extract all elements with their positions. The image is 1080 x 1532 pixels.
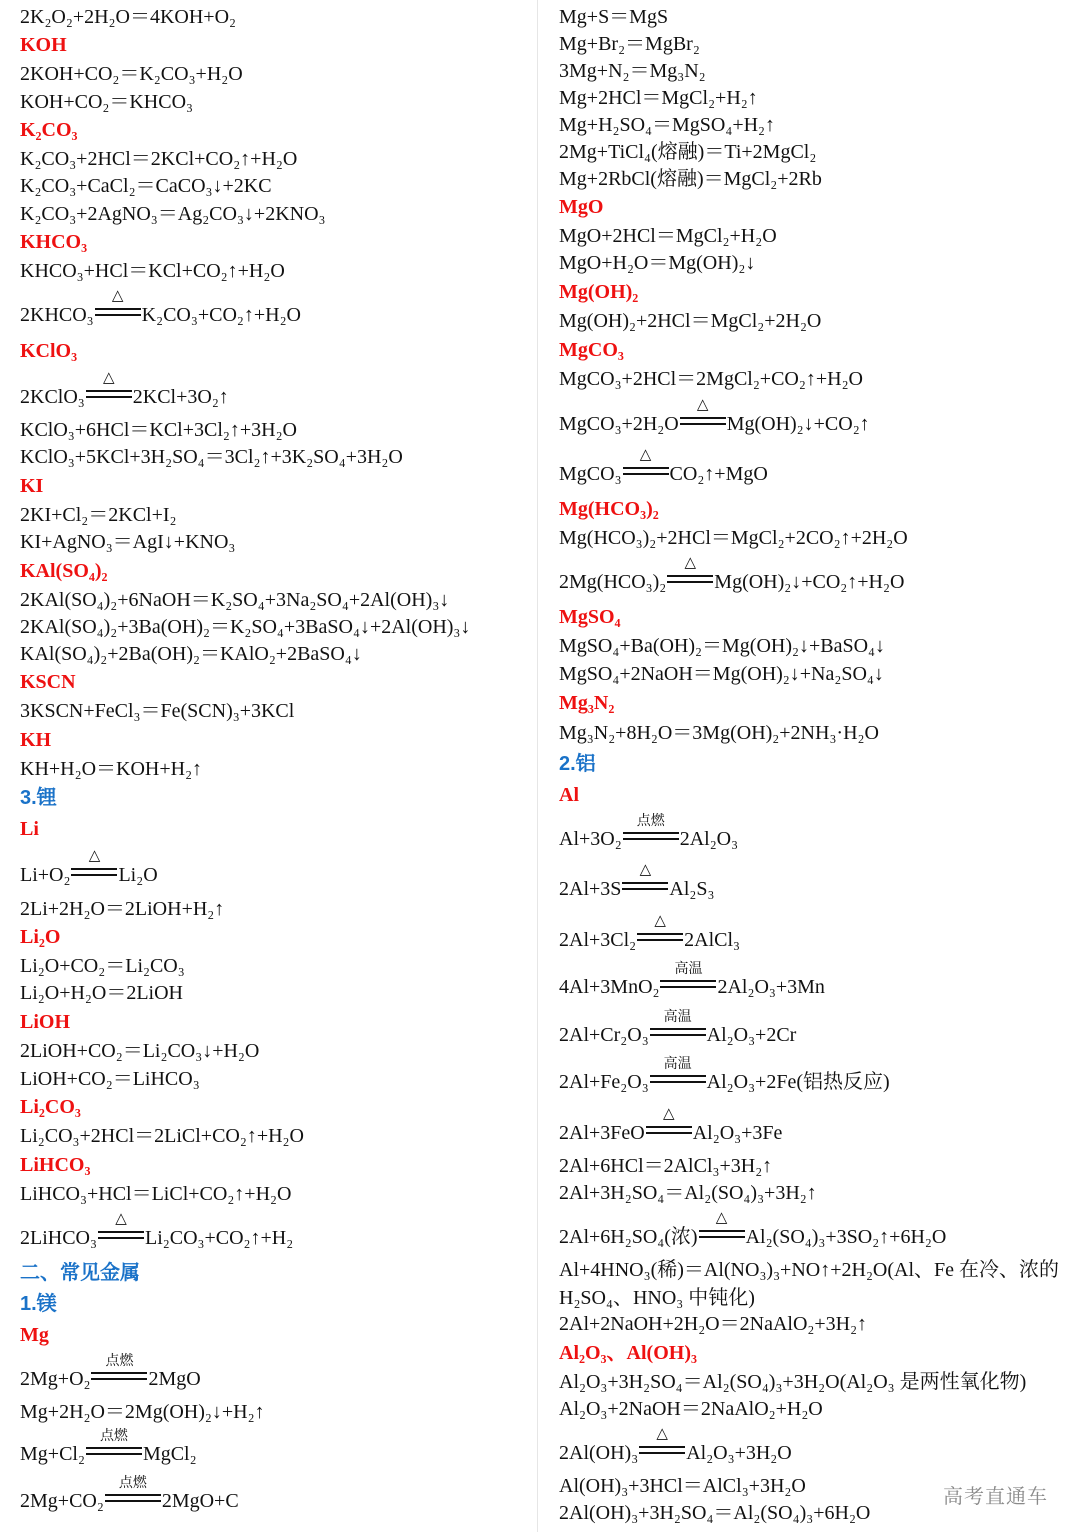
- section-heading: 二、常见金属: [20, 1262, 140, 1284]
- double-bar-icon: [650, 1075, 706, 1083]
- reaction-condition-sign: [94, 288, 142, 321]
- heat-triangle-icon: △: [639, 447, 652, 463]
- conditional-equation: [559, 1106, 783, 1144]
- conditional-equation: [559, 397, 870, 435]
- conditional-equation: [559, 1057, 890, 1093]
- equation: Mg+2H₂O＝2Mg(OH)₂↓+H₂↑: [20, 1401, 265, 1423]
- equation: 2Mg+TiCl₄(熔融)＝Ti+2MgCl₂: [559, 141, 817, 163]
- heat-triangle-icon: △: [639, 862, 652, 878]
- heat-triangle-icon: △: [88, 848, 101, 864]
- equation: KClO₃+5KCl+3H₂SO₄＝3Cl₂↑+3K₂SO₄+3H₂O: [20, 446, 403, 468]
- double-bar-icon: [91, 1372, 147, 1380]
- products: Al₂O₃+3H₂O: [686, 1442, 792, 1464]
- compound-heading: Li: [20, 818, 39, 840]
- conditional-equation: [20, 370, 229, 408]
- reaction-condition-sign: [85, 370, 133, 403]
- double-bar-icon: [637, 933, 683, 941]
- reaction-condition-sign: [645, 1106, 693, 1139]
- double-bar-icon: [98, 1231, 144, 1239]
- conditional-equation: [559, 862, 715, 900]
- compound-heading: Mg(OH)₂: [559, 281, 639, 303]
- heat-triangle-icon: △: [656, 1426, 668, 1442]
- equation: 2KAl(SO₄)₂+3Ba(OH)₂＝K₂SO₄+3BaSO₄↓+2Al(OH)₃↓: [20, 616, 471, 638]
- reaction-condition-sign: [90, 1354, 148, 1385]
- reactants: Al+3O₂: [559, 828, 622, 850]
- compound-heading: LiOH: [20, 1011, 71, 1033]
- equation: 2Al+2NaOH+2H₂O＝2NaAlO₂+3H₂↑: [559, 1313, 868, 1335]
- reaction-condition-sign: [621, 862, 669, 895]
- double-bar-icon: [699, 1230, 745, 1238]
- products: 2Al₂O₃: [679, 828, 739, 850]
- conditional-equation: [559, 962, 825, 998]
- equation: Mg(HCO₃)₂+2HCl＝MgCl₂+2CO₂↑+2H₂O: [559, 527, 908, 549]
- equation: KClO₃+6HCl＝KCl+3Cl₂↑+3H₂O: [20, 419, 298, 441]
- double-bar-icon: [646, 1126, 692, 1134]
- equation: Mg+2HCl＝MgCl₂+H₂↑: [559, 87, 758, 109]
- equation: Al(OH)₃+3HCl＝AlCl₃+3H₂O: [559, 1475, 806, 1497]
- reaction-condition-sign: [698, 1210, 746, 1243]
- products: Al₂O₃+3Fe: [692, 1122, 783, 1144]
- double-bar-icon: [95, 308, 141, 316]
- compound-heading: KOH: [20, 34, 67, 56]
- compound-heading: KSCN: [20, 671, 76, 693]
- reaction-condition-sign: [649, 1010, 707, 1041]
- equation: KI+AgNO₃＝AgI↓+KNO₃: [20, 531, 236, 553]
- equation: Li₂CO₃+2HCl＝2LiCl+CO₂↑+H₂O: [20, 1125, 304, 1147]
- compound-heading: KClO₃: [20, 340, 78, 362]
- heat-triangle-icon: △: [662, 1106, 675, 1122]
- equation: Mg+H₂SO₄＝MgSO₄+H₂↑: [559, 114, 776, 136]
- equation: K₂CO₃+2AgNO₃＝Ag₂CO₃↓+2KNO₃: [20, 203, 326, 225]
- products: Al₂(SO₄)₃+3SO₂↑+6H₂O: [745, 1226, 947, 1248]
- equation: MgCO₃+2HCl＝2MgCl₂+CO₂↑+H₂O: [559, 368, 863, 390]
- products: 2MgO+C: [161, 1490, 239, 1512]
- double-bar-icon: [667, 575, 713, 583]
- condition-label: 点燃: [99, 1429, 128, 1444]
- equation: Mg(OH)₂+2HCl＝MgCl₂+2H₂O: [559, 310, 822, 332]
- reaction-condition-sign: [649, 1057, 707, 1088]
- column-divider: [537, 0, 538, 1532]
- reaction-condition-sign: [636, 913, 684, 946]
- conditional-equation: [559, 1010, 797, 1046]
- compound-heading: Mg: [20, 1324, 49, 1346]
- reaction-condition-sign: [70, 848, 118, 881]
- conditional-equation: [559, 1210, 947, 1248]
- double-bar-icon: [623, 467, 669, 475]
- compound-heading: Al: [559, 784, 579, 806]
- conditional-equation: [20, 1211, 294, 1249]
- compound-heading: MgO: [559, 196, 604, 218]
- equation: 2KI+Cl₂＝2KCl+I₂: [20, 504, 177, 526]
- reaction-condition-sign: [659, 962, 717, 993]
- reaction-condition-sign: [638, 1426, 686, 1459]
- compound-heading: Mg₃N₂: [559, 692, 615, 714]
- products: K₂CO₃+CO₂↑+H₂O: [141, 304, 302, 326]
- condition-label: 高温: [663, 1010, 692, 1025]
- double-bar-icon: [86, 1447, 142, 1455]
- condition-label: 高温: [674, 962, 703, 977]
- compound-heading: KH: [20, 729, 52, 751]
- reactants: 2Al+3S: [559, 878, 622, 900]
- products: Mg(OH)₂↓+CO₂↑+H₂O: [714, 571, 905, 593]
- condition-label: 点燃: [636, 814, 665, 829]
- products: Al₂O₃+2Fe(铝热反应): [706, 1071, 890, 1093]
- equation: K₂CO₃+CaCl₂＝CaCO₃↓+2KC: [20, 175, 272, 197]
- equation: KOH+CO₂＝KHCO₃: [20, 91, 194, 113]
- reactants: 4Al+3MnO₂: [559, 976, 660, 998]
- reactants: Li+O₂: [20, 864, 71, 886]
- equation: MgO+H₂O＝Mg(OH)₂↓: [559, 252, 756, 274]
- reactants: 2Al+Fe₂O₃: [559, 1071, 649, 1093]
- equation: MgSO₄+2NaOH＝Mg(OH)₂↓+Na₂SO₄↓: [559, 663, 884, 685]
- conditional-equation: [20, 1429, 197, 1465]
- section-heading: 3.锂: [20, 787, 57, 809]
- equation: 2KAl(SO₄)₂+6NaOH＝K₂SO₄+3Na₂SO₄+2Al(OH)₃↓: [20, 589, 450, 611]
- equation: KH+H₂O＝KOH+H₂↑: [20, 758, 203, 780]
- products: 2KCl+3O₂↑: [132, 386, 229, 408]
- equation: K₂CO₃+2HCl＝2KCl+CO₂↑+H₂O: [20, 148, 298, 170]
- compound-heading: Mg(HCO₃)₂: [559, 498, 659, 520]
- double-bar-icon: [623, 832, 679, 840]
- reactants: 2Al+Cr₂O₃: [559, 1024, 649, 1046]
- equation: LiHCO₃+HCl＝LiCl+CO₂↑+H₂O: [20, 1183, 292, 1205]
- compound-heading: Al₂O₃、Al(OH)₃: [559, 1342, 697, 1364]
- compound-heading: LiHCO₃: [20, 1154, 91, 1176]
- equation: Li₂O+CO₂＝Li₂CO₃: [20, 955, 185, 977]
- reactants: 2Al(OH)₃: [559, 1442, 639, 1464]
- equation: KHCO₃+HCl＝KCl+CO₂↑+H₂O: [20, 260, 285, 282]
- double-bar-icon: [71, 868, 117, 876]
- reactants: 2LiHCO₃: [20, 1227, 97, 1249]
- section-heading: 2.铝: [559, 753, 596, 775]
- reactants: 2Mg+O₂: [20, 1368, 91, 1390]
- compound-heading: KI: [20, 475, 44, 497]
- compound-heading: KAl(SO₄)₂: [20, 560, 108, 582]
- compound-heading: Li₂CO₃: [20, 1096, 81, 1118]
- equation: 3KSCN+FeCl₃＝Fe(SCN)₃+3KCl: [20, 700, 295, 722]
- double-bar-icon: [680, 417, 726, 425]
- equation: 2Al+3H₂SO₄＝Al₂(SO₄)₃+3H₂↑: [559, 1182, 817, 1204]
- products: Al₂S₃: [669, 878, 715, 900]
- reactants: 2Al+6H₂SO₄(浓): [559, 1226, 698, 1248]
- reactants: 2Al+3FeO: [559, 1122, 645, 1144]
- condition-label: 点燃: [105, 1354, 134, 1369]
- reactants: 2Mg(HCO₃)₂: [559, 571, 667, 593]
- reactants: 2KHCO₃: [20, 304, 94, 326]
- equation: Al₂O₃+2NaOH＝2NaAlO₂+H₂O: [559, 1398, 823, 1420]
- conditional-equation: [20, 848, 158, 886]
- equation: 2K₂O₂+2H₂O＝4KOH+O₂: [20, 6, 236, 28]
- products: Mg(OH)₂↓+CO₂↑: [726, 413, 870, 435]
- double-bar-icon: [622, 882, 668, 890]
- conditional-equation: [559, 814, 739, 850]
- equation: 2LiOH+CO₂＝Li₂CO₃↓+H₂O: [20, 1040, 260, 1062]
- reaction-condition-sign: [104, 1476, 162, 1507]
- equation: Mg+S＝MgS: [559, 6, 669, 28]
- reaction-condition-sign: [666, 555, 714, 588]
- products: Li₂O: [118, 864, 158, 886]
- products: 2MgO: [148, 1368, 201, 1390]
- equation: Mg+Br₂＝MgBr₂: [559, 33, 700, 55]
- watermark: 高考直通车: [943, 1484, 1048, 1508]
- conditional-equation: [559, 913, 741, 951]
- products: CO₂↑+MgO: [669, 463, 768, 485]
- reaction-condition-sign: [622, 447, 670, 480]
- heat-triangle-icon: △: [111, 288, 124, 304]
- reaction-condition-sign: [679, 397, 727, 430]
- reaction-condition-sign: [85, 1429, 143, 1460]
- equation: 2KOH+CO₂＝K₂CO₃+H₂O: [20, 63, 243, 85]
- equation: Mg₃N₂+8H₂O＝3Mg(OH)₂+2NH₃·H₂O: [559, 722, 879, 744]
- reactants: Mg+Cl₂: [20, 1443, 85, 1465]
- reactants: MgCO₃+2H₂O: [559, 413, 679, 435]
- equation: Mg+2RbCl(熔融)＝MgCl₂+2Rb: [559, 168, 822, 190]
- equation: Al+4HNO₃(稀)＝Al(NO₃)₃+NO↑+2H₂O(Al、Fe 在冷、浓的 H₂SO₄、HNO₃ 中钝化): [559, 1259, 1060, 1309]
- compound-heading: MgCO₃: [559, 339, 624, 361]
- section-heading: 1.镁: [20, 1293, 57, 1315]
- compound-heading: Li₂O: [20, 926, 61, 948]
- condition-label: 点燃: [118, 1476, 147, 1491]
- reactants: 2Mg+CO₂: [20, 1490, 104, 1512]
- products: Li₂CO₃+CO₂↑+H₂: [144, 1227, 294, 1249]
- heat-triangle-icon: △: [684, 555, 697, 571]
- heat-triangle-icon: △: [654, 913, 666, 929]
- conditional-equation: [559, 1426, 792, 1464]
- equation: MgSO₄+Ba(OH)₂＝Mg(OH)₂↓+BaSO₄↓: [559, 635, 885, 657]
- double-bar-icon: [105, 1494, 161, 1502]
- equation: 2Al+6HCl＝2AlCl₃+3H₂↑: [559, 1155, 773, 1177]
- equation: 2Al(OH)₃+3H₂SO₄＝Al₂(SO₄)₃+6H₂O: [559, 1502, 871, 1524]
- reaction-condition-sign: [622, 814, 680, 845]
- double-bar-icon: [86, 390, 132, 398]
- compound-heading: K₂CO₃: [20, 119, 78, 141]
- products: Al₂O₃+2Cr: [706, 1024, 797, 1046]
- compound-heading: KHCO₃: [20, 231, 88, 253]
- equation: 2Li+2H₂O＝2LiOH+H₂↑: [20, 898, 225, 920]
- heat-triangle-icon: △: [696, 397, 709, 413]
- double-bar-icon: [650, 1028, 706, 1036]
- reactants: MgCO₃: [559, 463, 622, 485]
- compound-heading: MgSO₄: [559, 606, 621, 628]
- equation: 3Mg+N₂＝Mg₃N₂: [559, 60, 706, 82]
- heat-triangle-icon: △: [715, 1210, 728, 1226]
- conditional-equation: [20, 1476, 239, 1512]
- condition-label: 高温: [663, 1057, 692, 1072]
- products: 2AlCl₃: [684, 929, 741, 951]
- reaction-condition-sign: [97, 1211, 145, 1244]
- conditional-equation: [559, 555, 905, 593]
- products: MgCl₂: [142, 1443, 197, 1465]
- heat-triangle-icon: △: [115, 1211, 127, 1227]
- equation: Al₂O₃+3H₂SO₄＝Al₂(SO₄)₃+3H₂O(Al₂O₃ 是两性氧化物): [559, 1371, 1027, 1393]
- equation: Li₂O+H₂O＝2LiOH: [20, 982, 183, 1004]
- heat-triangle-icon: △: [102, 370, 115, 386]
- equation: LiOH+CO₂＝LiHCO₃: [20, 1068, 200, 1090]
- conditional-equation: [559, 447, 768, 485]
- equation: KAl(SO₄)₂+2Ba(OH)₂＝KAlO₂+2BaSO₄↓: [20, 643, 362, 665]
- conditional-equation: [20, 1354, 201, 1390]
- reactants: 2Al+3Cl₂: [559, 929, 637, 951]
- reactants: 2KClO₃: [20, 386, 85, 408]
- equation: MgO+2HCl＝MgCl₂+H₂O: [559, 225, 777, 247]
- double-bar-icon: [660, 980, 716, 988]
- conditional-equation: [20, 288, 302, 326]
- products: 2Al₂O₃+3Mn: [717, 976, 825, 998]
- double-bar-icon: [639, 1446, 685, 1454]
